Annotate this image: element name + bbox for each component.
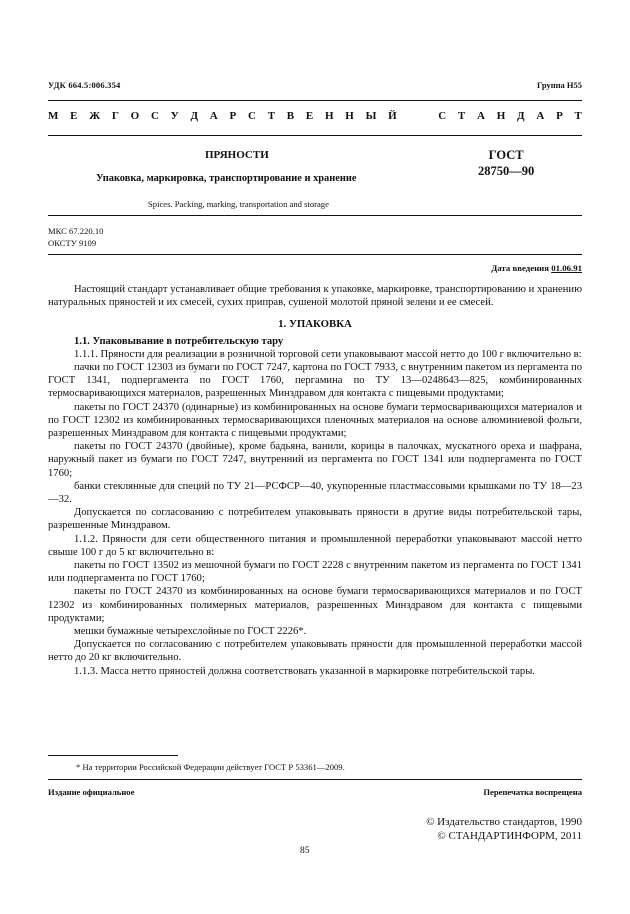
banner-letter: Т bbox=[267, 110, 276, 122]
copyright-block bbox=[426, 815, 582, 843]
banner-letter: А bbox=[209, 110, 218, 122]
paragraph-combined-bags: пакеты по ГОСТ 24370 из комбинированных на основе бумаги термосваривающихся материалов и по ГОСТ 12302 из комбинированных полимерных материалов, разрешенных Минздравом для контакта с пищевыми продуктами; bbox=[48, 586, 582, 624]
copyright-standartinform: © СТАНДАРТИНФОРМ, 2011 bbox=[437, 830, 582, 842]
banner-letter: Д bbox=[517, 110, 525, 122]
mks-code: МКС 67.220.10 bbox=[48, 226, 104, 236]
banner-rule bbox=[48, 135, 582, 136]
banner-letter: А bbox=[536, 110, 545, 122]
banner-letter: Т bbox=[574, 110, 582, 122]
footnote-rule bbox=[48, 755, 178, 756]
copyright-publisher: © Издательство стандартов, 1990 bbox=[426, 816, 582, 828]
english-title: Spices. Packing, marking, transportation and storage bbox=[148, 199, 329, 209]
banner-letter: Ы bbox=[365, 110, 377, 122]
paragraph-1-1-3: 1.1.3. Масса нетто пряностей должна соответствовать указанной в маркировке потребительской тары. bbox=[74, 665, 535, 677]
page-number: 85 bbox=[300, 846, 310, 856]
top-rule bbox=[48, 100, 582, 101]
banner-letter: С bbox=[247, 110, 256, 122]
banner-letter: Н bbox=[324, 110, 334, 122]
reprint-notice: Перепечатка воспрещена bbox=[483, 787, 582, 797]
paragraph-double-bags: пакеты по ГОСТ 24370 (двойные), кроме бадьяна, ванили, корицы в палочках, мускатного ореха и шафрана, наружный пакет из бумаги по ГОСТ 7247, внутренний из пергамента по ГОСТ 1341 или подпергамента по ГОСТ 1760; bbox=[48, 441, 582, 479]
introduction-date bbox=[491, 263, 582, 273]
oksty-code: ОКСТУ 9109 bbox=[48, 238, 97, 248]
intro-date-value: 01.06.91 bbox=[551, 263, 582, 273]
subsection-heading-1-1: 1.1. Упаковывание в потребительскую тару bbox=[74, 335, 284, 347]
banner-letter: О bbox=[130, 110, 140, 122]
footer-rule bbox=[48, 779, 582, 780]
banner-letter: Р bbox=[556, 110, 563, 122]
gost-designation bbox=[478, 147, 534, 179]
banner-letter: Р bbox=[229, 110, 237, 122]
classifier-codes bbox=[48, 225, 103, 249]
banner-letter: У bbox=[170, 110, 179, 122]
banner-letter: Т bbox=[457, 110, 466, 122]
official-edition-label: Издание официальное bbox=[48, 787, 135, 797]
intro-paragraph: Настоящий стандарт устанавливает общие требования к упаковке, маркировке, транспортированию и хранению натуральных пряностей и их смесей, сухих приправ, сушеной молотой пряной зелени и ее смесей. bbox=[48, 284, 582, 309]
gost-label: ГОСТ bbox=[488, 148, 524, 162]
section-heading-packing: 1. УПАКОВКА bbox=[278, 318, 352, 331]
banner-letter: С bbox=[150, 110, 159, 122]
paragraph-sack-paper-bags: пакеты по ГОСТ 13502 из мешочной бумаги по ГОСТ 2228 с внутренним пакетом из пергамента по ГОСТ 1341 или подпергамента по ГОСТ 1760; bbox=[48, 560, 582, 585]
banner-letter: С bbox=[438, 110, 447, 122]
paragraph-packs: пачки по ГОСТ 12303 из бумаги по ГОСТ 7247, картона по ГОСТ 7933, с внутренним пакетом из пергамента по ГОСТ 1341, подпергамента по ГОСТ 1760, пергамина по ТУ 13—0248643—825, комбинированных термосваривающихся материалов, разрешенных Минздравом для контакта с пищевыми продуктами; bbox=[48, 362, 582, 400]
paragraph-1-1-2: 1.1.2. Пряности для сети общественного питания и промышленной переработки упаковывают массой нетто свыше 100 г до 5 кг включительно в: bbox=[48, 533, 582, 558]
banner-letter: Й bbox=[388, 110, 397, 122]
paragraph-industrial-packaging: Допускается по согласованию с потребителем упаковывать пряности для промышленной переработки массой нетто до 20 кг включительно. bbox=[48, 639, 582, 664]
banner-letter: Е bbox=[70, 110, 78, 122]
paragraph-single-bags: пакеты по ГОСТ 24370 (одинарные) из комбинированных на основе бумаги термосваривающихся материалов и по ГОСТ 12302 из комбинированных термосваривающихся пленочных материалов на основе алюминиевой фольги, разрешенных Минздравом для контакта с пищевыми продуктами; bbox=[48, 401, 582, 440]
banner-letter: Д bbox=[190, 110, 199, 122]
banner-letter: А bbox=[477, 110, 485, 122]
document-title: ПРЯНОСТИ bbox=[205, 149, 269, 161]
banner-letter: Г bbox=[111, 110, 119, 122]
banner-letter: В bbox=[286, 110, 295, 122]
footnote: * На территории Российской Федерации действует ГОСТ Р 53361—2009. bbox=[76, 762, 345, 772]
group-code: Группа Н55 bbox=[536, 80, 582, 90]
banner-gap bbox=[408, 110, 426, 122]
paragraph-other-packaging: Допускается по согласованию с потребителем упаковывать пряности в другие виды потребительской тары, разрешенные Минздравом. bbox=[48, 507, 582, 532]
banner-letter: Е bbox=[305, 110, 314, 122]
paragraph-paper-sacks: мешки бумажные четырехслойные по ГОСТ 2226*. bbox=[74, 626, 307, 638]
banner-letter: Н bbox=[496, 110, 506, 122]
udk-code: УДК 664.5:006.354 bbox=[48, 80, 121, 90]
document-subtitle: Упаковка, маркировка, транспортирование и хранение bbox=[96, 173, 357, 184]
title-rule bbox=[48, 215, 582, 216]
paragraph-1-1-1: 1.1.1. Пряности для реализации в розничной торговой сети упаковывают массой нетто до 100 г включительно в: bbox=[74, 348, 582, 360]
banner-letter: Н bbox=[345, 110, 354, 122]
document-body bbox=[48, 283, 582, 678]
intro-date-label: Дата введения bbox=[491, 263, 549, 273]
banner-letter: Ж bbox=[89, 110, 101, 122]
banner-letter: М bbox=[48, 110, 59, 122]
paragraph-glass-jars: банки стеклянные для специй по ТУ 21—РСФСР—40, укупоренные пластмассовыми крышками по ТУ 18—23—32. bbox=[48, 480, 582, 506]
gost-number: 28750—90 bbox=[478, 164, 535, 178]
interstate-standard-banner bbox=[48, 110, 582, 122]
classifier-rule bbox=[48, 254, 582, 255]
